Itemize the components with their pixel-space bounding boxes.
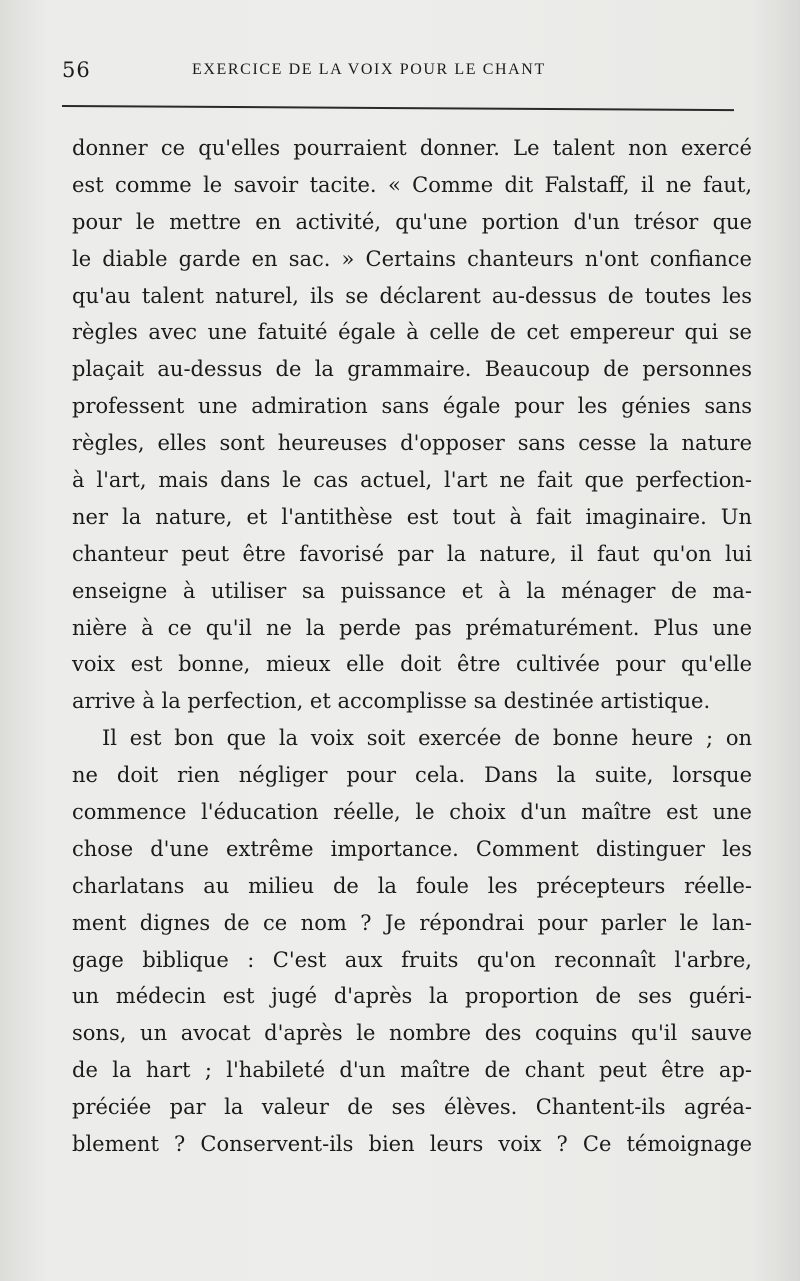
text-line: à l'art, mais dans le cas actuel, l'art ne fait que perfection- <box>72 468 752 493</box>
text-line: sons, un avocat d'après le nombre des coquins qu'il sauve <box>72 1021 752 1046</box>
text-line: règles avec une fatuité égale à celle de cet empereur qui se <box>72 320 752 345</box>
text-line: nière à ce qu'il ne la perde pas prématurément. Plus une <box>72 615 752 640</box>
text-line: est comme le savoir tacite. « Comme dit Falstaff, il ne faut, <box>72 172 752 197</box>
text-line: gage biblique : C'est aux fruits qu'on reconnaît l'arbre, <box>72 947 752 972</box>
text-line: le diable garde en sac. » Certains chanteurs n'ont confiance <box>72 246 752 271</box>
text-line: commence l'éducation réelle, le choix d'un maître est une <box>72 800 752 825</box>
text-line: ment dignes de ce nom ? Je répondrai pour parler le lan- <box>72 910 752 935</box>
running-head: EXERCICE DE LA VOIX POUR LE CHANT <box>192 61 546 78</box>
text-line: un médecin est jugé d'après la proportion de ses guéri- <box>72 984 752 1009</box>
body-text <box>72 130 752 1163</box>
text-line: ne doit rien négliger pour cela. Dans la suite, lorsque <box>72 763 752 788</box>
text-line: règles, elles sont heureuses d'opposer sans cesse la nature <box>72 431 752 456</box>
text-line: pour le mettre en activité, qu'une portion d'un trésor que <box>72 209 752 234</box>
text-line: ner la nature, et l'antithèse est tout à fait imaginaire. Un <box>72 504 752 529</box>
text-line: qu'au talent naturel, ils se déclarent au-dessus de toutes les <box>72 283 752 308</box>
text-line: donner ce qu'elles pourraient donner. Le talent non exercé <box>72 136 752 160</box>
text-line: plaçait au-dessus de la grammaire. Beaucoup de personnes <box>72 357 752 382</box>
text-line: arrive à la perfection, et accomplisse sa destinée artistique. <box>72 689 711 714</box>
paragraph-first-line: Il est bon que la voix soit exercée de bonne heure ; on <box>102 726 752 751</box>
page-number: 56 <box>62 58 91 82</box>
text-line: enseigne à utiliser sa puissance et à la ménager de ma- <box>72 578 752 603</box>
text-line: blement ? Conservent-ils bien leurs voix ? Ce témoignage <box>72 1132 752 1157</box>
header-rule <box>62 105 734 111</box>
text-line: voix est bonne, mieux elle doit être cultivée pour qu'elle <box>72 652 752 677</box>
text-line: professent une admiration sans égale pour les génies sans <box>72 394 752 419</box>
text-line: préciée par la valeur de ses élèves. Chantent-ils agréa- <box>72 1095 752 1120</box>
text-line: chanteur peut être favorisé par la nature, il faut qu'on lui <box>72 541 752 566</box>
text-line: chose d'une extrême importance. Comment distinguer les <box>72 836 752 861</box>
text-line: de la hart ; l'habileté d'un maître de chant peut être ap- <box>72 1058 752 1083</box>
text-line: charlatans au milieu de la foule les précepteurs réelle- <box>72 873 752 898</box>
